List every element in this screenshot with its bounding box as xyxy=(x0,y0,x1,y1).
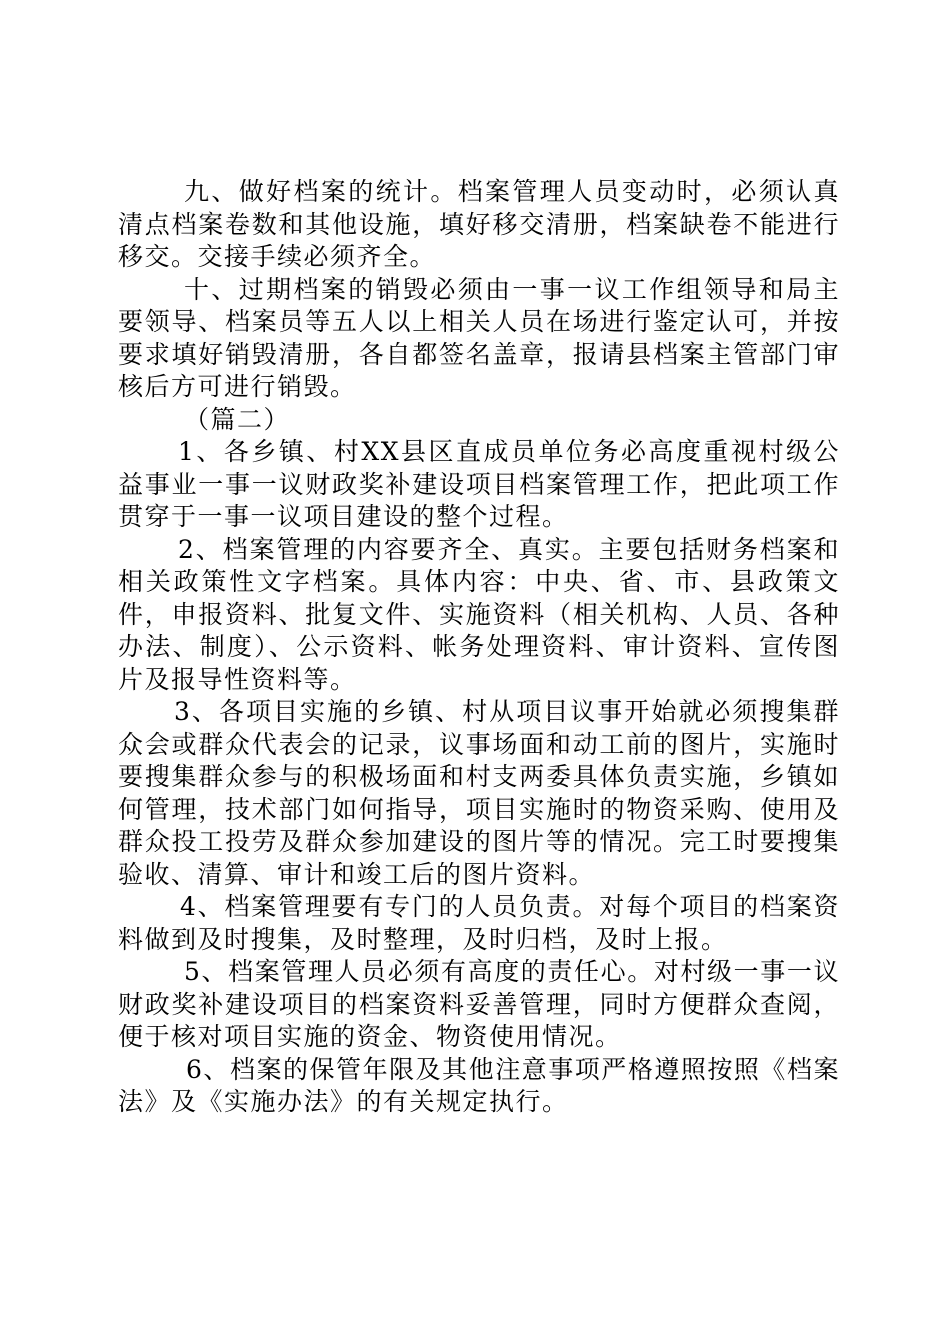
paragraph-item-5: 5、档案管理人员必须有高度的责任心。对村级一事一议财政奖补建设项目的档案资料妥善管理，同时方便群众查阅，便于核对项目实施的资金、物资使用情况。 xyxy=(118,957,840,1051)
paragraph-item-1: 1、各乡镇、村XX县区直成员单位务必高度重视村级公益事业一事一议财政奖补建设项目档案管理工作，把此项工作贯穿于一事一议项目建设的整个过程。 xyxy=(118,437,840,531)
paragraph-item-6: 6、档案的保管年限及其他注意事项严格遵照按照《档案法》及《实施办法》的有关规定执行。 xyxy=(118,1054,840,1116)
section-heading-part-2: （篇二） xyxy=(184,404,291,434)
paragraph-item-9: 九、做好档案的统计。档案管理人员变动时，必须认真清点档案卷数和其他设施，填好移交清册，档案缺卷不能进行移交。交接手续必须齐全。 xyxy=(118,177,840,271)
document-body xyxy=(118,176,840,1119)
paragraph-item-10: 十、过期档案的销毁必须由一事一议工作组领导和局主要领导、档案员等五人以上相关人员在场进行鉴定认可，并按要求填好销毁清册，各自都签名盖章，报请县档案主管部门审核后方可进行销毁。 xyxy=(118,274,840,401)
paragraph-item-2: 2、档案管理的内容要齐全、真实。主要包括财务档案和相关政策性文字档案。具体内容：中央、省、市、县政策文件，申报资料、批复文件、实施资料（相关机构、人员、各种办法、制度）、公示资料、帐务处理资料、审计资料、宣传图片及报导性资料等。 xyxy=(118,534,840,694)
paragraph-item-3: 3、各项目实施的乡镇、村从项目议事开始就必须搜集群众会或群众代表会的记录，议事场面和动工前的图片，实施时要搜集群众参与的积极场面和村支两委具体负责实施，乡镇如何管理，技术部门如何指导，项目实施时的物资采购、使用及群众投工投劳及群众参加建设的图片等的情况。完工时要搜集验收、清算、审计和竣工后的图片资料。 xyxy=(118,697,840,889)
paragraph-item-4: 4、档案管理要有专门的人员负责。对每个项目的档案资料做到及时搜集，及时整理，及时归档，及时上报。 xyxy=(118,892,840,954)
